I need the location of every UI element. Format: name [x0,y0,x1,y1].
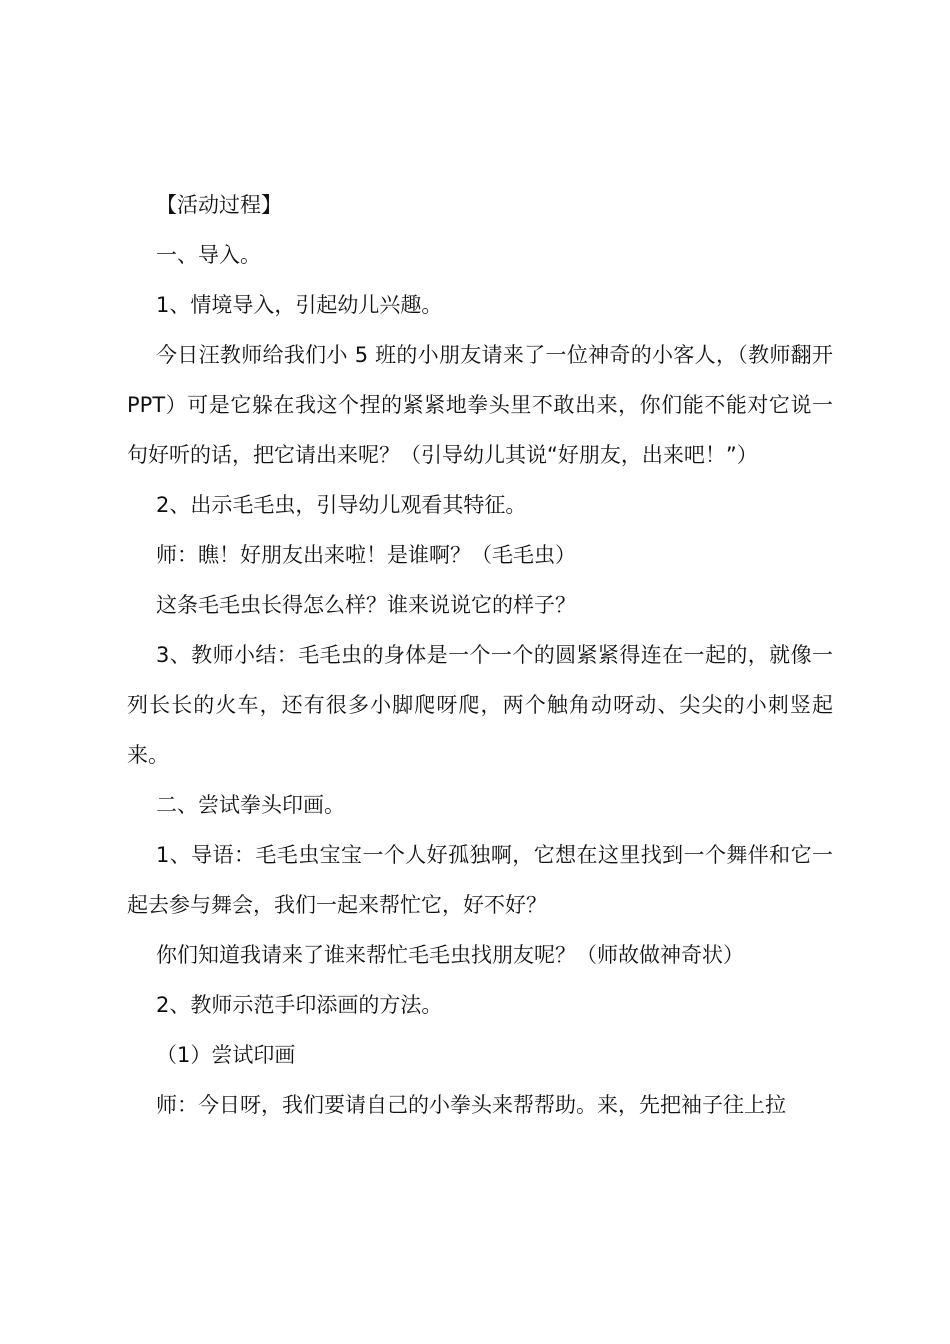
paragraph-guide-words: 1、导语：毛毛虫宝宝一个人好孤独啊，它想在这里找到一个舞伴和它一起去参与舞会，我们一起来帮忙它，好不好？ [127,843,833,917]
paragraph-teacher-fist: 师：今日呀，我们要请自己的小拳头来帮帮助。来，先把袖子往上拉 [156,1093,786,1117]
section-heading-activity-process: 【活动过程】 [156,193,282,217]
subheading-situation-intro: 1、情境导入，引起幼儿兴趣。 [156,293,443,317]
subheading-try-printing: （1）尝试印画 [156,1043,296,1067]
paragraph-question-appearance: 这条毛毛虫长得怎么样？谁来说说它的样子？ [156,593,576,617]
subheading-teacher-demo: 2、教师示范手印添画的方法。 [156,993,443,1017]
section-heading-fist-printing: 二、尝试拳头印画。 [156,793,345,817]
paragraph-teacher-intro: 今日汪教师给我们小 5 班的小朋友请来了一位神奇的小客人，（教师翻开 PPT）可是它躲在我这个捏的紧紧地拳头里不敢出来，你们能不能对它说一句好听的话，把它请出来呢？（引导幼儿其说“好朋友，出来吧！”） [127,343,833,467]
paragraph-teacher-summary: 3、教师小结：毛毛虫的身体是一个一个的圆紧紧得连在一起的，就像一列长长的火车，还有很多小脚爬呀爬，两个触角动呀动、尖尖的小刺竖起来。 [127,643,833,767]
paragraph-teacher-look: 师：瞧！好朋友出来啦！是谁啊？（毛毛虫） [156,543,576,567]
subheading-show-caterpillar: 2、出示毛毛虫，引导幼儿观看其特征。 [156,493,527,517]
paragraph-who-helps: 你们知道我请来了谁来帮忙毛毛虫找朋友呢？（师故做神奇状） [156,943,744,967]
section-heading-introduction: 一、导入。 [156,243,261,267]
document-body [127,180,833,1130]
